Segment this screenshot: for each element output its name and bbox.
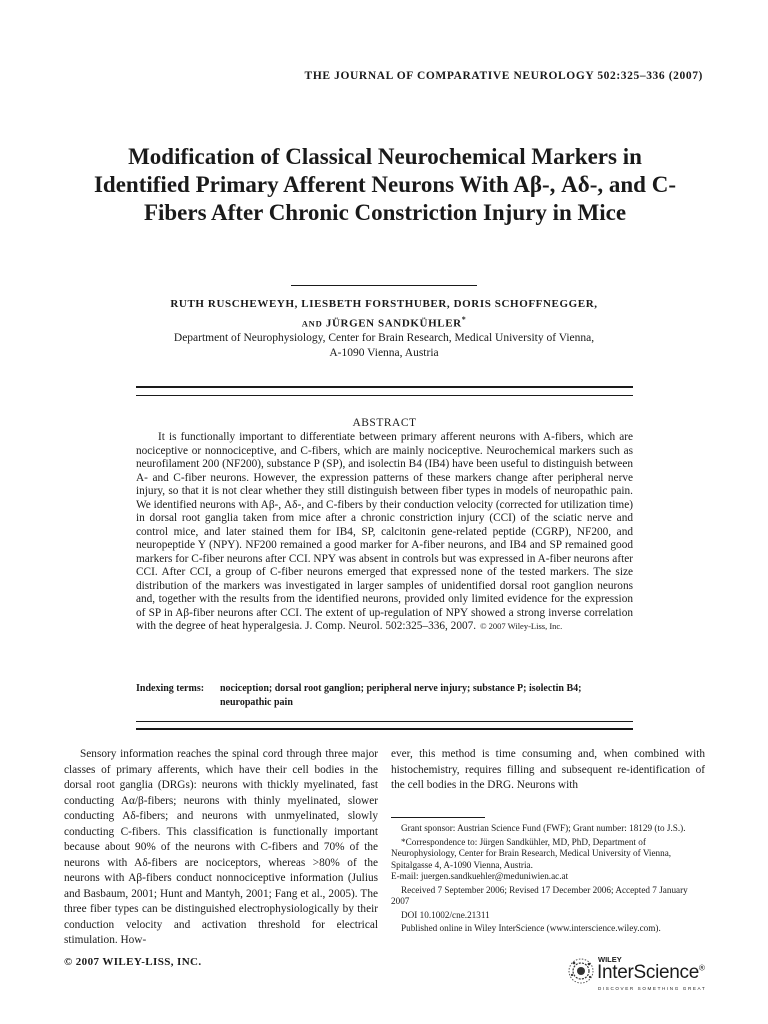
email-footnote: E-mail: juergen.sandkuehler@meduniwien.ac.at — [391, 871, 569, 881]
affiliation — [100, 331, 668, 361]
abstract-copyright: © 2007 Wiley-Liss, Inc. — [480, 621, 563, 631]
author-list — [100, 297, 668, 332]
abstract-top-rule-thick — [136, 386, 633, 388]
journal-header: THE JOURNAL OF COMPARATIVE NEUROLOGY 502:325–336 (2007) — [304, 70, 703, 82]
abstract-bottom-rule-thick — [136, 728, 633, 730]
title-divider — [291, 285, 477, 286]
footnotes — [391, 823, 705, 937]
copyright-footer: © 2007 WILEY-LISS, INC. — [64, 956, 202, 968]
footnote-divider — [391, 817, 485, 818]
author-line-1: RUTH RUSCHEWEYH, LIESBETH FORSTHUBER, DORIS SCHOFFNEGGER, — [170, 298, 598, 310]
abstract-bottom-rule-thin — [136, 721, 633, 722]
grant-footnote: Grant sponsor: Austrian Science Fund (FWF); Grant number: 18129 (to J.S.). — [401, 823, 686, 833]
indexing-terms — [136, 682, 633, 709]
body-column-right: ever, this method is time consuming and, when combined with histochemistry, requires filling and subsequent re-identification of the cell bodies in the DRG. Neurons with — [391, 748, 705, 791]
interscience-name: InterScience — [597, 962, 700, 983]
author-conjunction: AND — [301, 318, 323, 329]
doi-footnote: DOI 10.1002/cne.21311 — [401, 909, 490, 920]
interscience-wordmark — [597, 962, 705, 984]
article-title: Modification of Classical Neurochemical Markers in Identified Primary Afferent Neurons With Aβ-, Aδ-, and C-Fibers After Chronic Constriction Injury in Mice — [93, 144, 676, 225]
dates-footnote: Received 7 September 2006; Revised 17 December 2006; Accepted 7 January 2007 — [391, 884, 688, 906]
published-footnote: Published online in Wiley InterScience (www.interscience.wiley.com). — [401, 923, 661, 933]
indexing-terms-list: nociception; dorsal root ganglion; peripheral nerve injury; substance P; isolectin B4; neuropathic pain — [220, 683, 582, 708]
wiley-wordmark: WILEY — [598, 955, 622, 964]
affiliation-line-1: Department of Neurophysiology, Center for Brain Research, Medical University of Vienna, — [173, 332, 595, 344]
interscience-globe-icon — [565, 955, 597, 987]
abstract-text: It is functionally important to differentiate between primary afferent neurons with A-fibers, which are nociceptive or nonnociceptive, and C-fibers, which are mainly nociceptive. Neurochemical markers such as neurofilament 200 (NF200), substance P (SP), and isolectin B4 (IB4) have been useful to distinguish between A- and C-fiber neurons. However, the expression patterns of these markers change after peripheral nerve injury, so that it is not clear whether they still distinguish between fiber types in models of neuropathic pain. We identified neurons with Aβ-, Aδ-, and C-fibers by their conduction velocity (corrected for utilization time) in dorsal root ganglia taken from mice after a chronic constriction injury (CCI) of the sciatic nerve and control mice, and later stained them for IB4, SP, calcitonin gene-related peptide (CGRP), NF200, and neuropeptide Y (NPY). NF200 remained a good marker for A-fiber neurons, and IB4 and SP remained good markers for C-fiber neurons after CCI. NPY was absent in controls but was expressed in A-fiber neurons after CCI. After CCI, a group of C-fiber neurons emerged that expressed none of the tested markers. The size distribution of the markers was investigated in larger samples of unidentified dorsal root ganglion neurons and, together with the results from the identified neurons, provided only limited evidence for the expression of SP in Aβ-fiber neurons after CCI. The extent of up-regulation of NPY showed a strong inverse correlation with the degree of heat hyperalgesia. J. Comp. Neurol. 502:325–336, 2007. — [136, 431, 633, 632]
body-column-left — [64, 747, 378, 949]
registered-mark: ® — [699, 963, 705, 973]
affiliation-line-2: A-1090 Vienna, Austria — [329, 347, 439, 359]
abstract-heading: ABSTRACT — [352, 417, 417, 429]
logo-tagline: DISCOVER SOMETHING GREAT — [598, 986, 707, 991]
correspondence-footnote: *Correspondence to: Jürgen Sandkühler, MD, PhD, Department of Neurophysiology, Center for Brain Research, Medical University of Vienna, Spitalgasse 4, A-1090 Vienna, Austria. — [391, 836, 672, 870]
author-last: JÜRGEN SANDKÜHLER — [325, 317, 462, 330]
indexing-terms-label: Indexing terms: — [136, 683, 205, 694]
abstract-body — [136, 431, 633, 634]
body-left-text: Sensory information reaches the spinal cord through three major classes of primary afferents, which have their cell bodies in the dorsal root ganglia (DRGs): neurons with thickly myelinated, fast conducting Aα/β-fibers; neurons with thinly myelinated, slower conducting Aδ-fibers; and neurons with unmyelinated, slowly conducting C-fibers. This classification is functionally important because about 90% of the neurons with C-fibers and 70% of the neurons with Aδ-fibers are nociceptors, whereas >80% of the neurons with Aβ-fibers conduct nonnociceptive information (Julius and Basbaum, 2001; Hunt and Mantyh, 2001; Fang et al., 2005). The three fiber types can be distinguished electrophysiologically by their conduction velocity and activation threshold for electrical stimulation. How- — [64, 748, 378, 946]
wiley-interscience-logo — [565, 955, 707, 999]
abstract-top-rule-thin — [136, 395, 633, 396]
corresponding-author-marker: * — [461, 315, 467, 324]
